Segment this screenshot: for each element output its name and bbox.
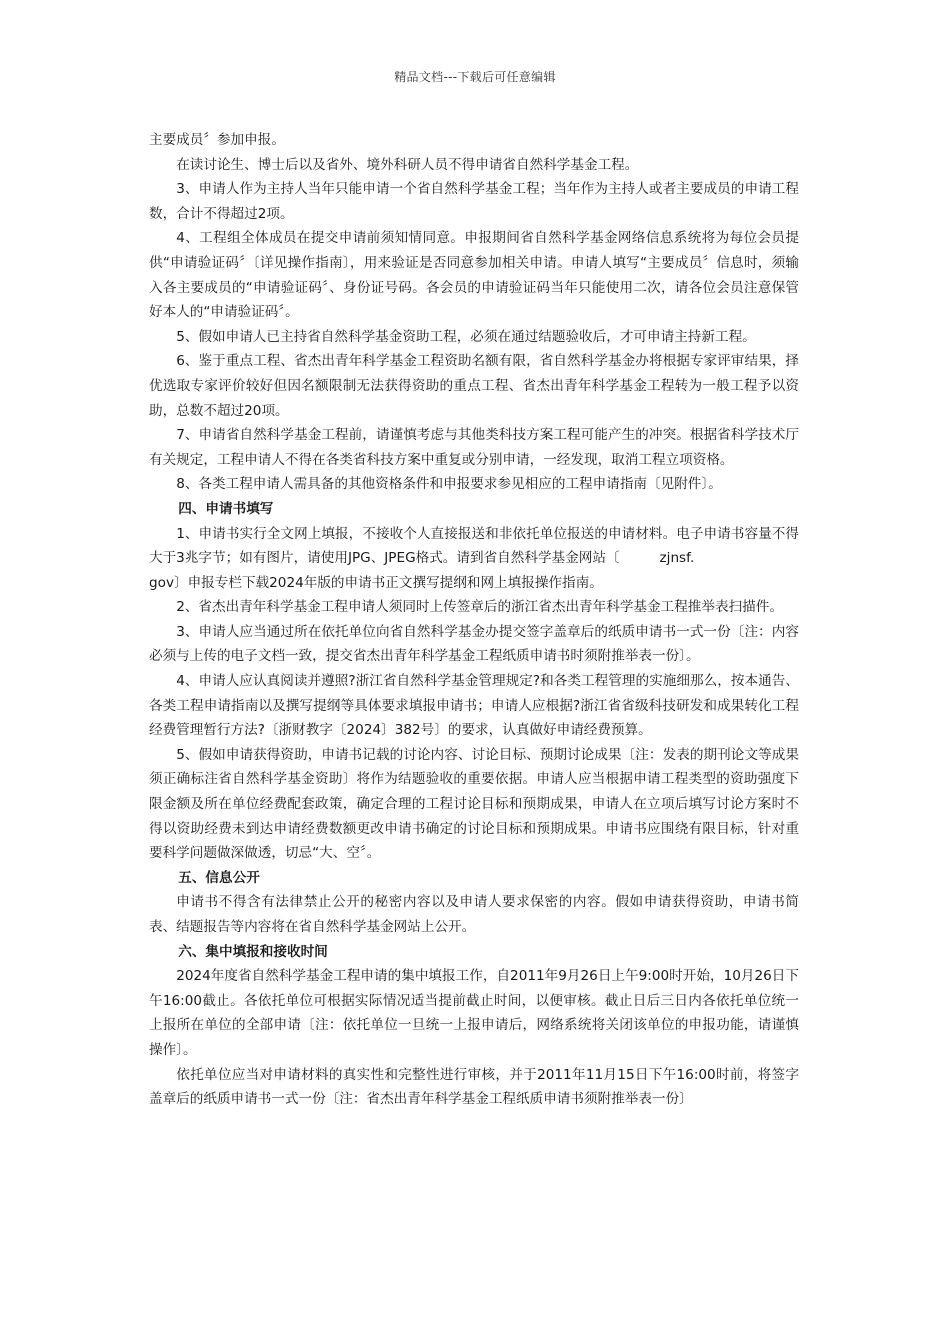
- section-heading: 五、信息公开: [178, 869, 260, 886]
- paragraph: gov〕申报专栏下载2024年版的申请书正文撰写提纲和网上填报操作指南。: [149, 574, 603, 591]
- document-body: [149, 128, 799, 1112]
- paragraph: 5、假如申请人已主持省自然科学基金资助工程，必须在通过结题验收后，才可申请主持新工程。: [176, 328, 756, 345]
- paragraph: 3、申请人作为主持人当年只能申请一个省自然科学基金工程；当年作为主持人或者主要成员的申请工程数，合计不得超过2项。: [149, 181, 799, 222]
- paragraph: 6、鉴于重点工程、省杰出青年科学基金工程资助名额有限，省自然科学基金办将根据专家评审结果，择优选取专家评价较好但因名额限制无法获得资助的重点工程、省杰出青年科学基金工程转为一般工程予以资助，总数不超过20项。: [149, 353, 799, 419]
- paragraph: 主要成员〞参加申报。: [149, 132, 285, 148]
- page-header: 精品文档---下载后可任意编辑: [394, 70, 556, 84]
- paragraph: 申请书不得含有法律禁止公开的秘密内容以及申请人要求保密的内容。假如申请获得资助，申请书简表、结题报告等内容将在省自然科学基金网站上公开。: [149, 894, 799, 935]
- paragraph: 依托单位应当对申请材料的真实性和完整性进行审核，并于2011年11月15日下午16:00时前，将签字盖章后的纸质申请书一式一份〔注：省杰出青年科学基金工程纸质申请书须附推举表一份〕: [149, 1066, 799, 1108]
- section-heading: 六、集中填报和接收时间: [178, 943, 328, 960]
- paragraph: 4、工程组全体成员在提交申请前须知情同意。申报期间省自然科学基金网络信息系统将为每位会员提供“申请验证码〞〔详见操作指南〕，用来验证是否同意参加相关申请。申请人填写“主要成员〞信息时，须输入各主要成员的“申请验证码〞、身份证号码。各会员的申请验证码当年只能使用二次，请各位会员注意保管好本人的“申请验证码〞。: [149, 230, 799, 321]
- paragraph: 4、申请人应认真阅读并遵照?浙江省自然科学基金管理规定?和各类工程管理的实施细那么，按本通告、各类工程申请指南以及撰写提纲等具体要求填报申请书；申请人应根据?浙江省省级科技研发和成果转化工程经费管理暂行方法?〔浙财教字〔2024〕382号〕的要求，认真做好申请经费预算。: [149, 673, 799, 739]
- paragraph-text: 1、申请书实行全文网上填报，不接收个人直接报送和非依托单位报送的申请材料。电子申请书容量不得大于3兆字节；如有图片，请使用JPG、JPEG格式。请到省自然科学基金网站〔: [149, 525, 799, 567]
- paragraph: 2024年度省自然科学基金工程申请的集中填报工作，自2011年9月26日上午9:00时开始，10月26日下午16:00截止。各依托单位可根据实际情况适当提前截止时间，以便审核。截止日后三日内各依托单位统一上报所在单位的全部申请〔注：依托单位一旦统一上报申请后，网络系统将关闭该单位的申报功能，请谨慎操作〕。: [149, 968, 799, 1058]
- paragraph: 3、申请人应当通过所在依托单位向省自然科学基金办提交签字盖章后的纸质申请书一式一份〔注：内容必须与上传的电子文档一致，提交省杰出青年科学基金工程纸质申请书时须附推举表一份〕。: [149, 623, 799, 665]
- paragraph: 8、各类工程申请人需具备的其他资格条件和申报要求参见相应的工程申请指南〔见附件〕。: [176, 476, 722, 493]
- section-heading: 四、申请书填写: [178, 500, 274, 517]
- paragraph: [149, 522, 799, 571]
- paragraph: 5、假如申请获得资助，申请书记载的讨论内容、讨论目标、预期讨论成果〔注：发表的期刊论文等成果须正确标注省自然科学基金资助〕将作为结题验收的重要依据。申请人应当根据申请工程类型的资助强度下限金额及所在单位经费配套政策，确定合理的工程讨论目标和预期成果，申请人在立项后填写讨论方案时不得以资助经费未到达申请经费数额更改申请书确定的讨论目标和预期成果。申请书应围绕有限目标，针对重要科学问题做深做透，切忌“大、空〞。: [149, 746, 799, 862]
- paragraph: 7、申请省自然科学基金工程前，请谨慎考虑与其他类科技方案工程可能产生的冲突。根据省科学技术厅有关规定，工程申请人不得在各类省科技方案中重复或分别申请，一经发现，取消工程立项资格。: [149, 427, 799, 468]
- paragraph: 2、省杰出青年科学基金工程申请人须同时上传签章后的浙江省杰出青年科学基金工程推举表扫描件。: [176, 599, 783, 616]
- website-domain: zjnsf.: [659, 550, 695, 567]
- paragraph: 在读讨论生、博士后以及省外、境外科研人员不得申请省自然科学基金工程。: [176, 156, 639, 173]
